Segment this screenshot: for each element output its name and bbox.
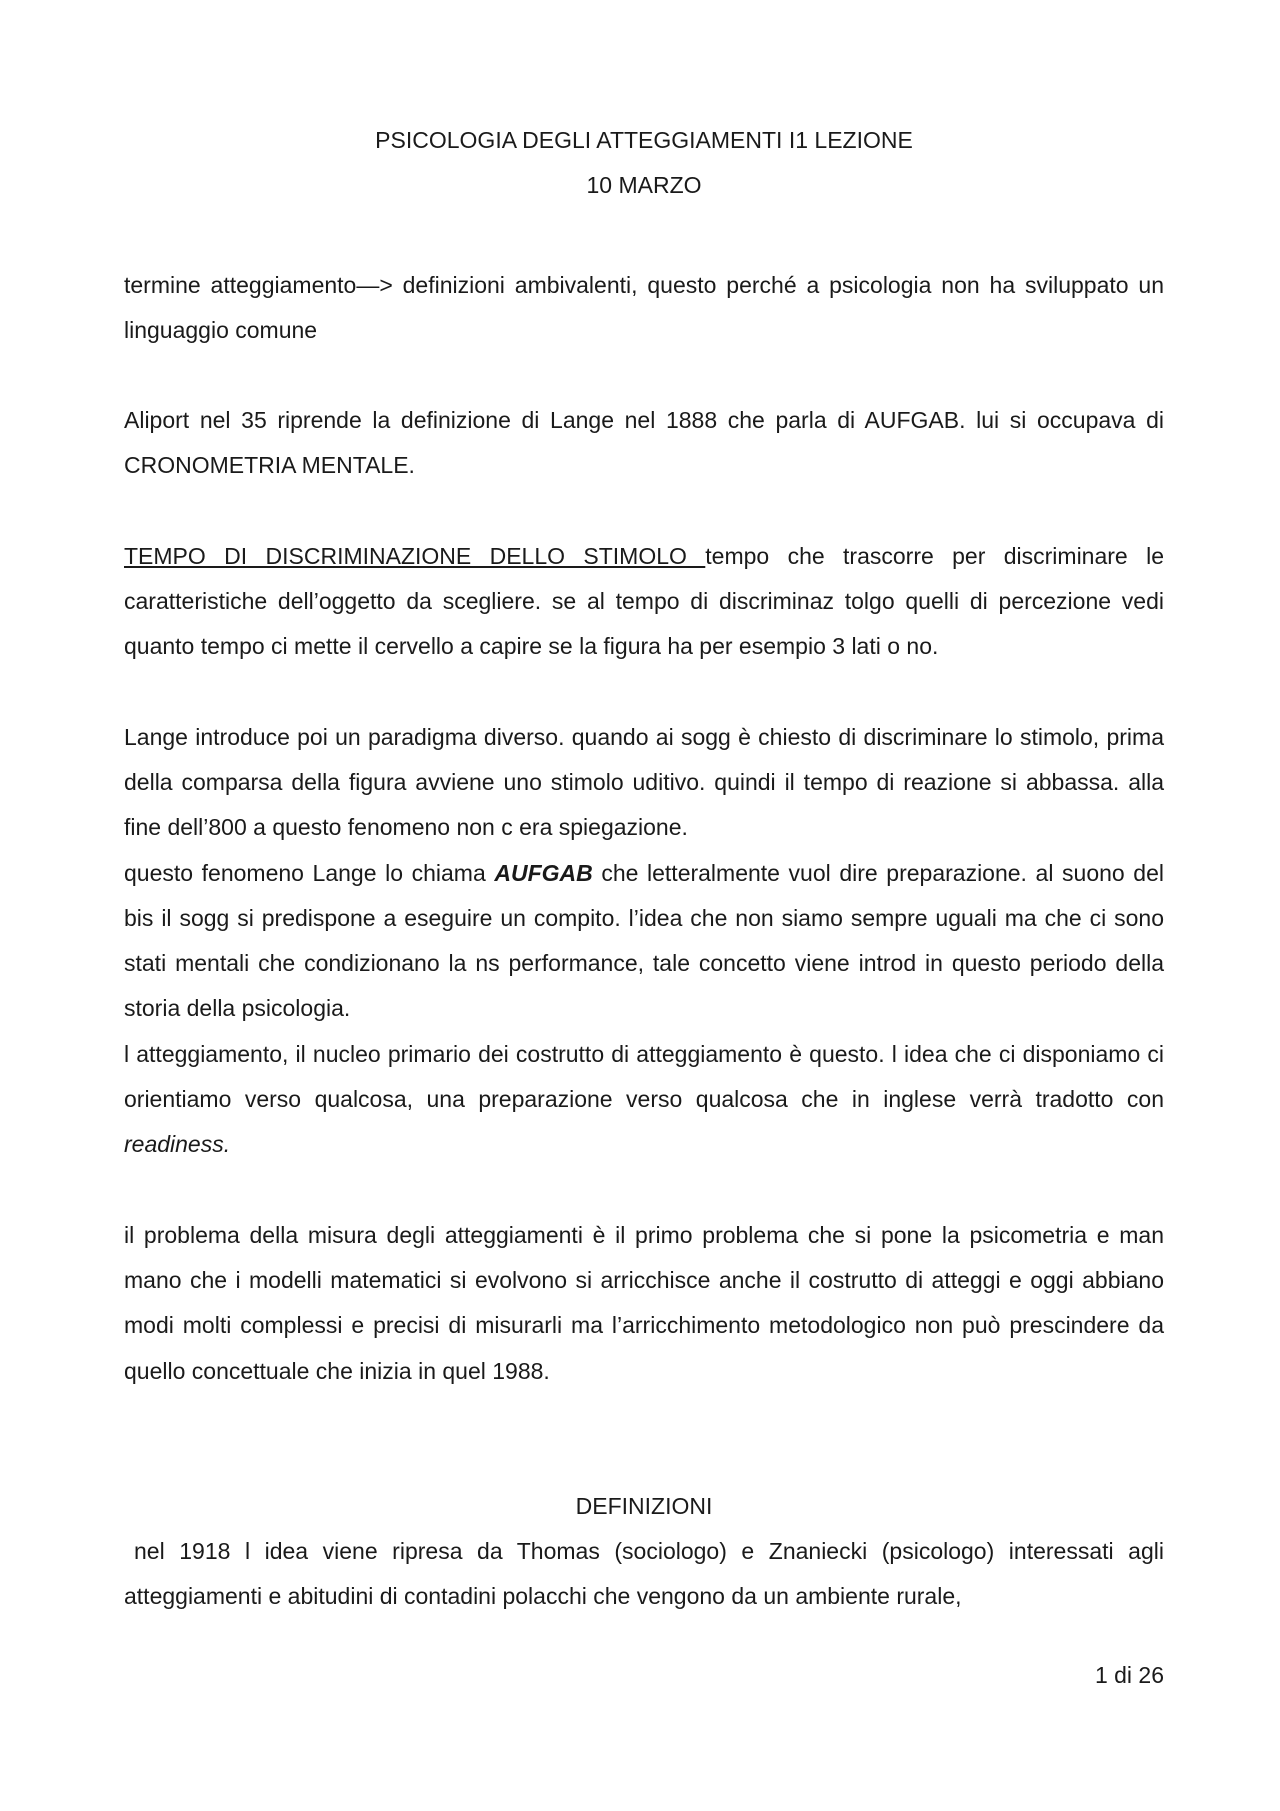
- paragraph-measurement: il problema della misura degli atteggiamenti è il primo problema che si pone la psicometria e man mano che i modelli matematici si evolvono si arricchisce anche il costrutto di atteggi e oggi abbiano modi molti complessi e precisi di misurarli ma l’arricchimento metodologico non può prescindere da quello concettuale che inizia in quel 1988.: [124, 1221, 1164, 1384]
- paragraph-discrimination-body: tempo che trascorre per discriminare le caratteristiche dell’oggetto da scegliere. se al tempo di discriminaz tolgo quelli di percezione vedi quanto tempo ci mette il cervello a capire se la figura ha per esempio 3 lati o no.: [124, 542, 1164, 660]
- paragraph-aufgab: [124, 851, 1164, 1032]
- paragraph-intro: termine atteggiamento—> definizioni ambivalenti, questo perché a psicologia non ha sviluppato un linguaggio comune: [124, 271, 1164, 343]
- paragraph-readiness-pre: l atteggiamento, il nucleo primario dei costrutto di atteggiamento è questo. l idea che ci disponiamo ci orientiamo verso qualcosa, una preparazione verso qualcosa che in inglese verrà tradotto con: [124, 1040, 1164, 1113]
- term-readiness: readiness.: [124, 1131, 231, 1158]
- document-header: [124, 118, 1164, 209]
- paragraph-lange-paradigm: Lange introduce poi un paradigma diverso. quando ai sogg è chiesto di discriminare lo stimolo, prima della comparsa della figura avviene uno stimolo uditivo. quindi il tempo di reazione si abbassa. alla fine dell’800 a questo fenomeno non c era spiegazione.: [124, 723, 1164, 841]
- page-content: [124, 118, 1164, 1620]
- paragraph-aufgab-pre: questo fenomeno Lange lo chiama: [124, 859, 495, 886]
- term-discrimination-time: TEMPO DI DISCRIMINAZIONE DELLO STIMOLO: [124, 542, 706, 569]
- document-title: PSICOLOGIA DEGLI ATTEGGIAMENTI I1 LEZIONE: [375, 127, 913, 153]
- paragraph-aufgab-post: che letteralmente vuol dire preparazione. al suono del bis il sogg si predispone a eseguire un compito. l’idea che non siamo sempre uguali ma che ci sono stati mentali che condizionano la ns performance, tale concetto viene introd in questo periodo della storia della psicologia.: [124, 859, 1164, 1022]
- lecture-date: 10 MARZO: [586, 172, 702, 199]
- paragraph-aliport: Aliport nel 35 riprende la definizione di Lange nel 1888 che parla di AUFGAB. lui si occupava di CRONOMETRIA MENTALE.: [124, 407, 1164, 479]
- paragraph-readiness: [124, 1032, 1164, 1168]
- paragraph-thomas-znaniecki: nel 1918 l idea viene ripresa da Thomas (sociologo) e Znaniecki (psicologo) interessati agli atteggiamenti e abitudini di contadini polacchi che vengono da un ambiente rurale,: [124, 1538, 1164, 1610]
- page-number: 1 di 26: [1094, 1662, 1164, 1688]
- term-aufgab: AUFGAB: [494, 859, 593, 886]
- section-heading-definizioni: DEFINIZIONI: [575, 1492, 713, 1519]
- paragraph-discrimination-time: [124, 534, 1164, 670]
